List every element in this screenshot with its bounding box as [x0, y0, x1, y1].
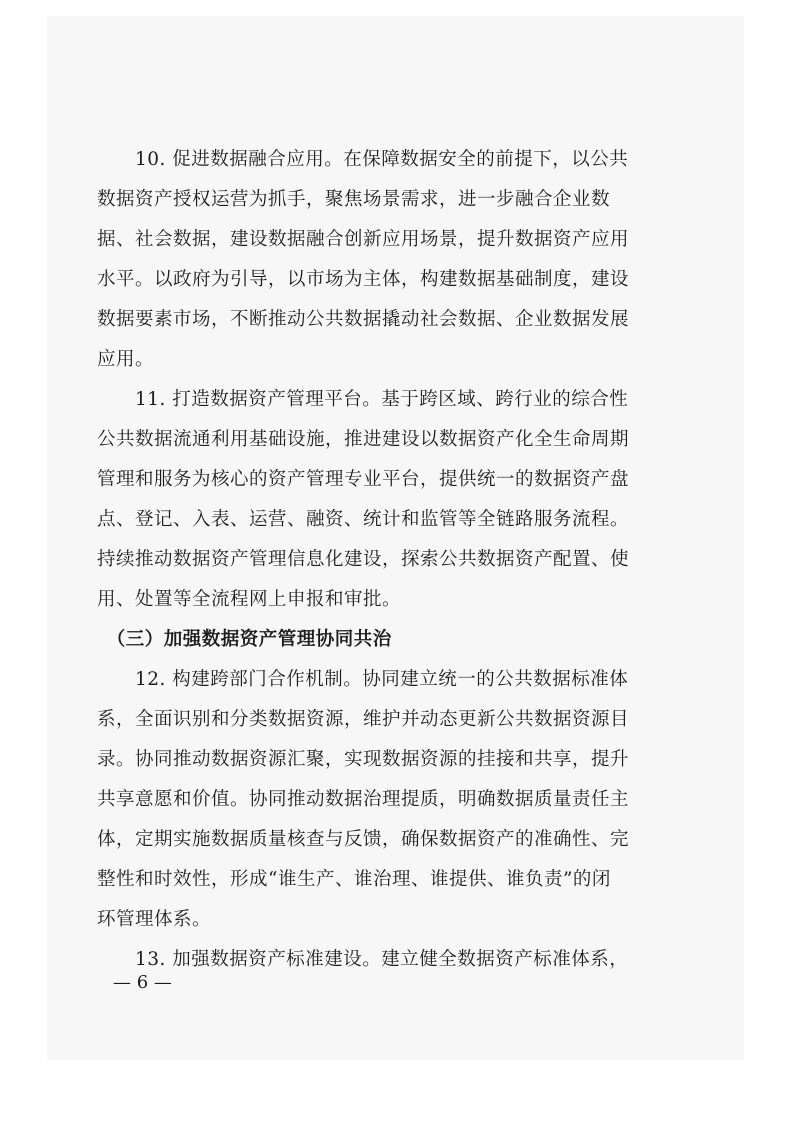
paragraph-10-line-3: 据、社会数据，建设数据融合创新应用场景，提升数据资产应用: [97, 229, 630, 250]
paragraph-13-line-1: 13. 加强数据资产标准建设。建立健全数据资产标准体系，: [97, 949, 629, 970]
paragraph-10-line-1: 10. 促进数据融合应用。在保障数据安全的前提下，以公共: [97, 149, 629, 170]
paragraph-12-line-3: 录。协同推动数据资源汇聚，实现数据资源的挂接和共享，提升: [97, 749, 630, 770]
paragraph-12-line-6: 整性和时效性，形成“谁生产、谁治理、谁提供、谁负责”的闭: [97, 869, 611, 890]
paragraph-12-line-7: 环管理体系。: [97, 909, 212, 930]
paragraph-11-line-6: 用、处置等全流程网上申报和审批。: [97, 589, 402, 610]
page-number: — 6 —: [113, 972, 172, 993]
paragraph-11-line-2: 公共数据流通利用基础设施，推进建设以数据资产化全生命周期: [97, 429, 630, 450]
paragraph-12-line-5: 体，定期实施数据质量核查与反馈，确保数据资产的准确性、完: [97, 829, 630, 850]
paragraph-10-line-2: 数据资产授权运营为抓手，聚焦场景需求，进一步融合企业数: [97, 189, 611, 210]
paragraph-12-line-1: 12. 构建跨部门合作机制。协同建立统一的公共数据标准体: [97, 669, 629, 690]
paragraph-10-line-5: 数据要素市场，不断推动公共数据撬动社会数据、企业数据发展: [97, 309, 630, 330]
paragraph-11-line-5: 持续推动数据资产管理信息化建设，探索公共数据资产配置、使: [97, 549, 630, 570]
paragraph-11-line-4: 点、登记、入表、运营、融资、统计和监管等全链路服务流程。: [97, 509, 630, 530]
paragraph-11-line-3: 管理和服务为核心的资产管理专业平台，提供统一的数据资产盘: [97, 469, 630, 490]
paragraph-12-line-2: 系，全面识别和分类数据资源，维护并动态更新公共数据资源目: [97, 709, 630, 730]
paragraph-12-line-4: 共享意愿和价值。协同推动数据治理提质，明确数据质量责任主: [97, 789, 630, 810]
paragraph-10-line-4: 水平。以政府为引导，以市场为主体，构建数据基础制度，建设: [97, 269, 630, 290]
paragraph-10-line-6: 应用。: [97, 349, 155, 370]
section-heading-3: （三）加强数据资产管理协同共治: [97, 629, 392, 650]
document-body: [97, 140, 694, 980]
paragraph-11-line-1: 11. 打造数据资产管理平台。基于跨区域、跨行业的综合性: [97, 389, 629, 410]
